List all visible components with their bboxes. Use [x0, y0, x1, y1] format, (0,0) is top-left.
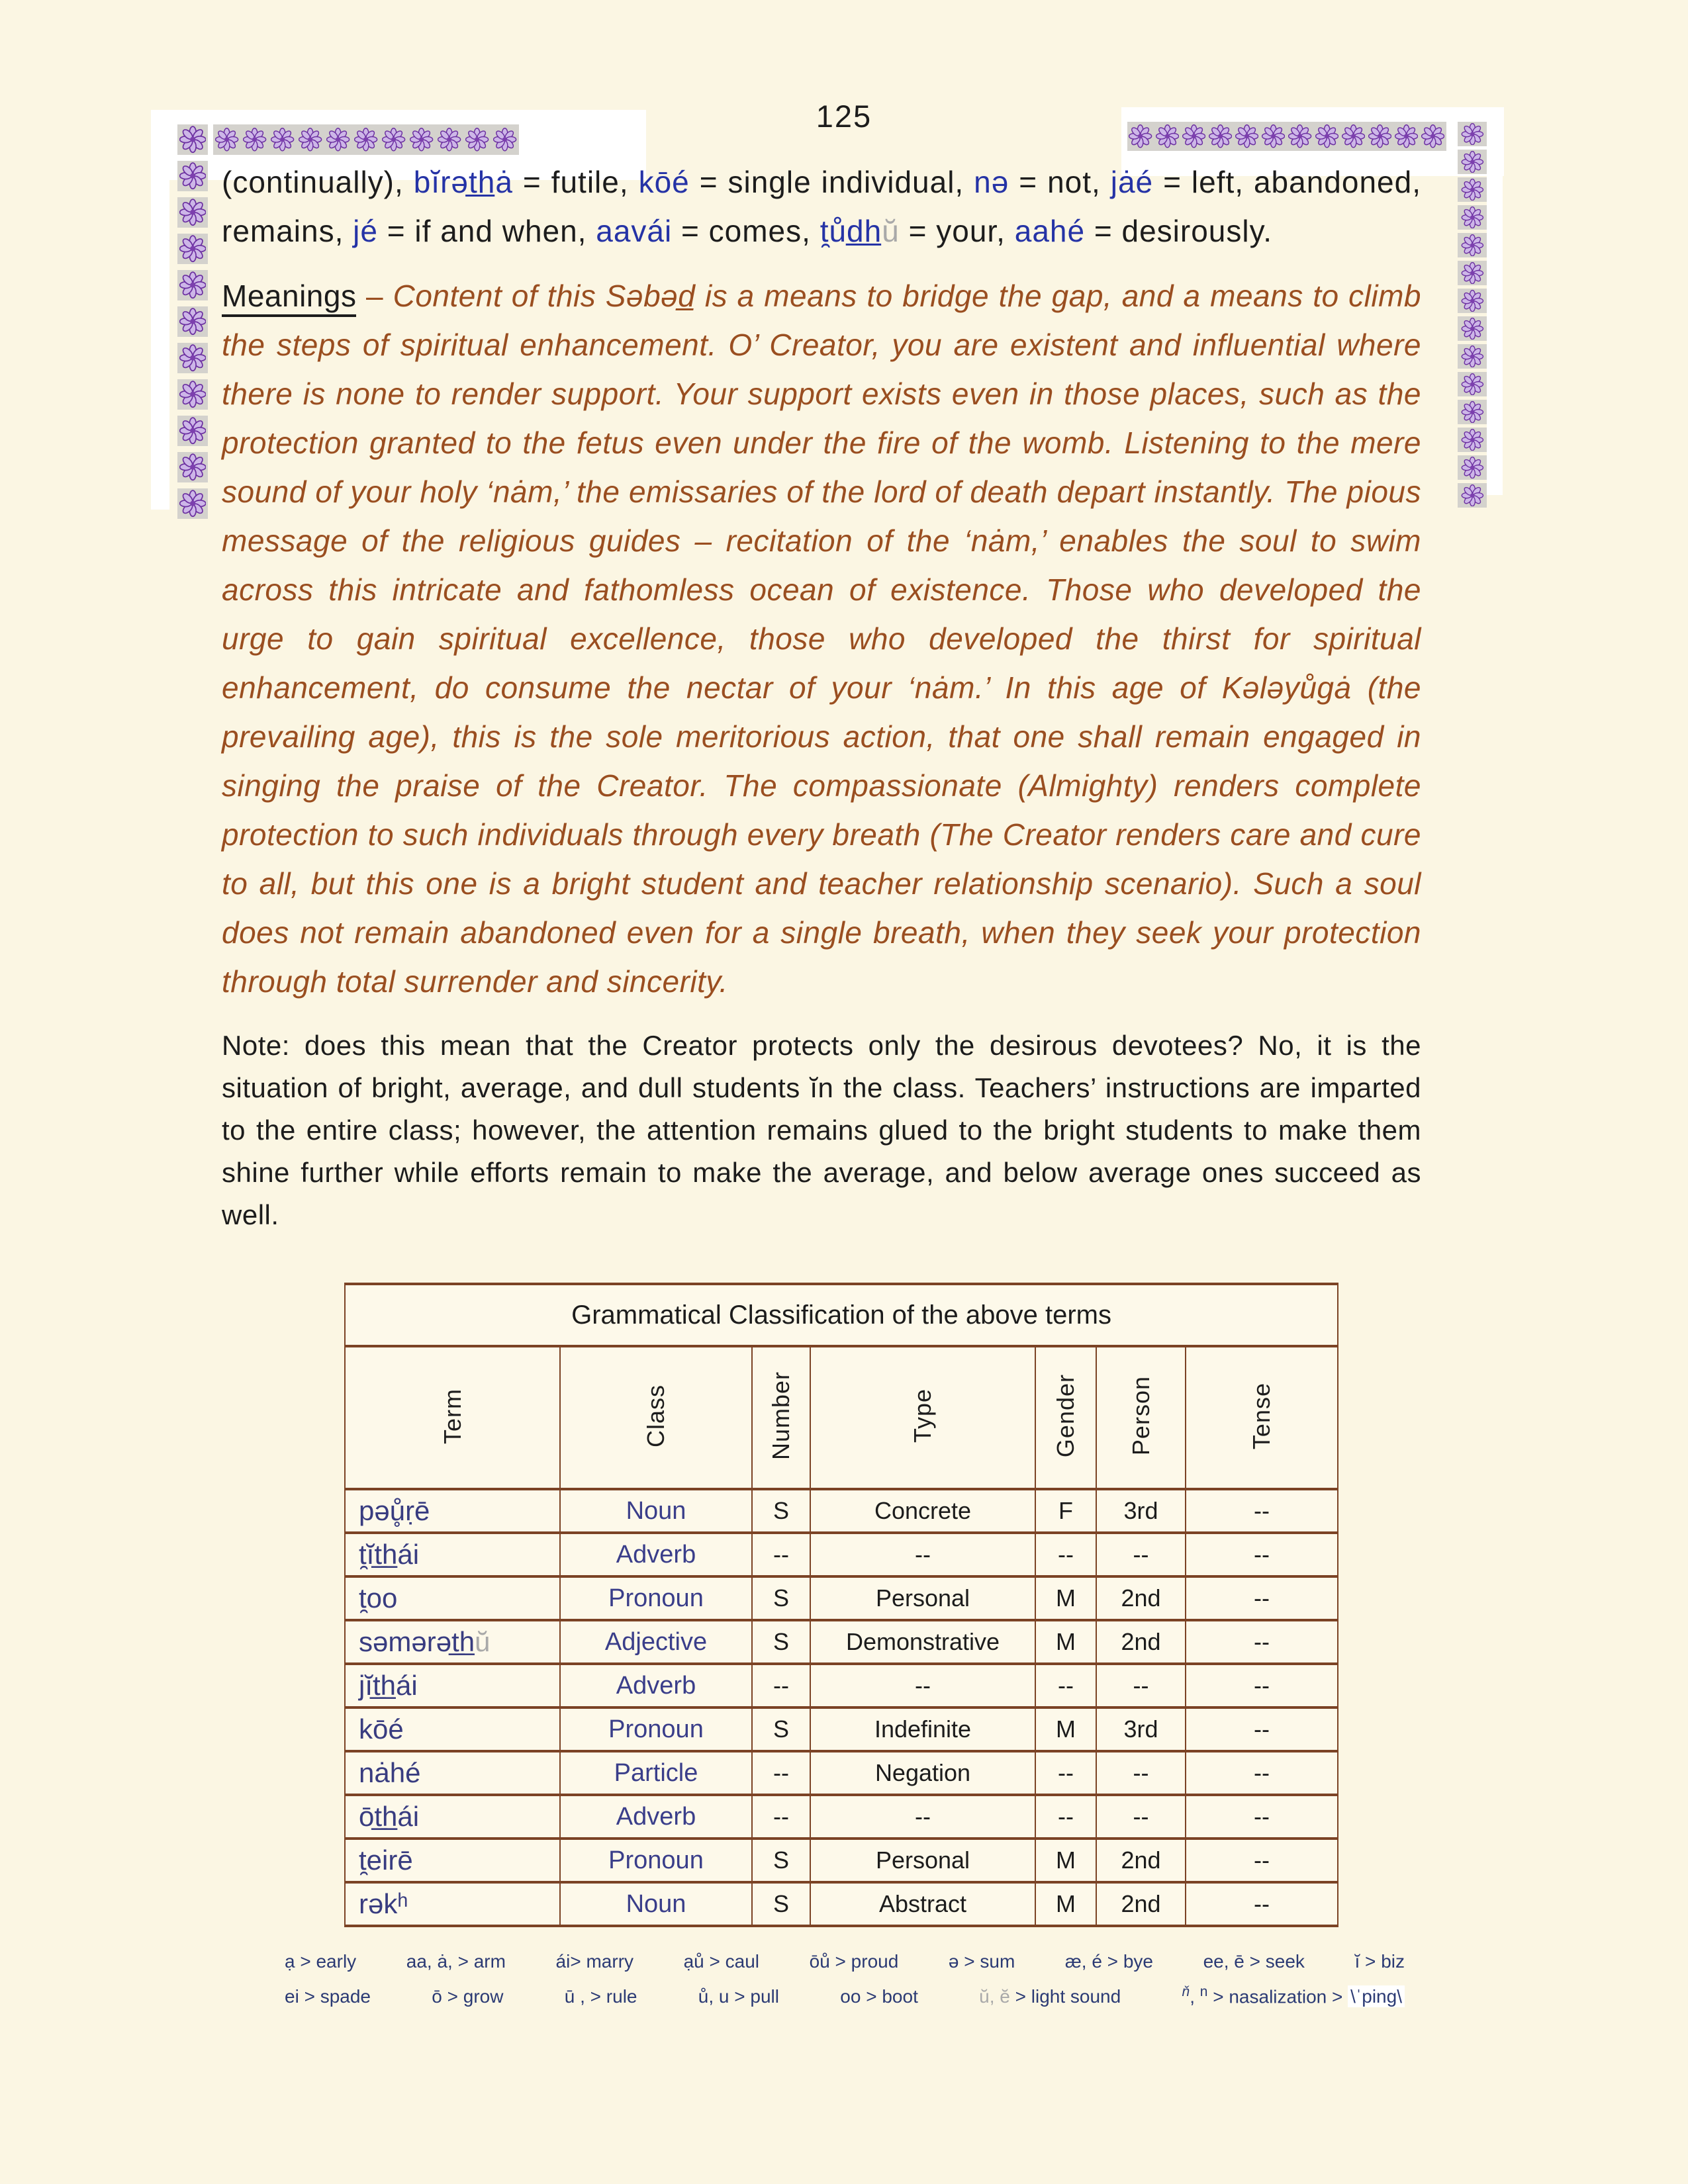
meanings-text: Content of this Səbəd̲ is a means to bridge the gap, and a means to climb the steps of spiritual enhancement. O’ Creator, you are existent and influential where there is none to render support. Your support exists even in those places, such as the protection granted to the fetus even under the fire of the womb. Listening to the mere sound of your holy ‘nȧm,’ the emissaries of the lord of death depart instantly. The pious message of the religious guides – recitation of the ‘nȧm,’ enables the soul to swim across this intricate and fathomless ocean of existence. Those who developed the urge to gain spiritual excellence, those who developed the thirst for spiritual enhancement, do consume the nectar of your ‘nȧm.’ In this age of Kələyůgȧ (the prevailing age), this is the sole meritorious action, that one shall remain engaged in singing the praise of the Creator. The compassionate (Almighty) renders complete protection to such individuals through every breath (The Creator renders care and cure to all, but this one is a bright student and teacher relationship scenario). Such a soul does not remain abandoned even for a single breath, when they seek your protection through total surrender and sincerity. — [222, 279, 1421, 999]
term-cell — [345, 1707, 560, 1751]
term-cell — [345, 1795, 560, 1839]
guide-item — [285, 1951, 356, 1972]
column-header-label: Class — [642, 1384, 669, 1448]
num-cell: -- — [752, 1533, 810, 1576]
text-run: t̯ůd̲h̲ — [820, 214, 882, 248]
text-run: nə — [974, 165, 1009, 199]
type-cell: Concrete — [810, 1489, 1035, 1533]
type-cell: -- — [810, 1795, 1035, 1839]
page-number: 125 — [816, 99, 872, 134]
person-cell: 3rd — [1096, 1489, 1186, 1533]
page-content — [222, 158, 1421, 2019]
tense-cell: -- — [1186, 1707, 1338, 1751]
tense-cell: -- — [1186, 1533, 1338, 1576]
column-header-label: Type — [909, 1388, 936, 1443]
person-cell: 2nd — [1096, 1620, 1186, 1664]
flower-icon — [1458, 289, 1487, 313]
table-row — [345, 1795, 1338, 1839]
text-run: æ, é > bye — [1064, 1951, 1153, 1972]
num-cell: S — [752, 1576, 810, 1620]
flower-icon — [177, 379, 208, 410]
ornament-backdrop-left — [151, 110, 169, 510]
gender-cell: -- — [1035, 1751, 1096, 1795]
gender-cell: M — [1035, 1882, 1096, 1926]
term-cell — [345, 1839, 560, 1882]
text-run: kōé — [359, 1713, 404, 1745]
text-run: rəkʰ — [359, 1888, 408, 1919]
table-row — [345, 1839, 1338, 1882]
person-cell: 3rd — [1096, 1707, 1186, 1751]
flower-icon — [177, 306, 208, 337]
guide-item — [1182, 1984, 1405, 2007]
text-run: aa, ȧ, > arm — [406, 1951, 506, 1972]
type-cell: Demonstrative — [810, 1620, 1035, 1664]
column-header-label: Number — [767, 1371, 794, 1461]
flower-icon — [1458, 150, 1487, 174]
gender-cell: M — [1035, 1620, 1096, 1664]
guide-item — [810, 1951, 899, 1972]
text-run: nȧhé — [359, 1757, 421, 1788]
person-cell: 2nd — [1096, 1839, 1186, 1882]
flower-icon — [1458, 261, 1487, 285]
text-run: t̯ĭt̲h̲ái — [359, 1539, 420, 1570]
flower-icon — [1458, 205, 1487, 230]
guide-item — [684, 1951, 759, 1972]
tense-cell: -- — [1186, 1839, 1338, 1882]
class-cell: Adverb — [560, 1795, 752, 1839]
class-cell: Particle — [560, 1751, 752, 1795]
person-cell: -- — [1096, 1664, 1186, 1707]
gender-cell: F — [1035, 1489, 1096, 1533]
flower-icon — [1458, 177, 1487, 202]
text-run: aavái — [596, 214, 673, 248]
flower-icon — [1458, 400, 1487, 424]
text-run: kōé — [638, 165, 690, 199]
guide-item — [840, 1986, 918, 2007]
tense-cell: -- — [1186, 1489, 1338, 1533]
guide-item — [556, 1951, 633, 1972]
column-header-label: Tense — [1248, 1382, 1276, 1450]
guide-item — [1065, 1951, 1153, 1972]
text-run: ň — [1182, 1984, 1190, 1999]
text-run: = if and when, — [377, 214, 596, 248]
tense-cell: -- — [1186, 1882, 1338, 1926]
ornament-border-left-column — [177, 124, 208, 519]
column-header-label: Person — [1127, 1376, 1154, 1456]
text-run: ĭ > biz — [1354, 1951, 1405, 1972]
text-run: ōt̲h̲ái — [359, 1801, 420, 1832]
num-cell: S — [752, 1707, 810, 1751]
term-cell — [345, 1882, 560, 1926]
text-run: jĭt̲h̲ái — [359, 1670, 418, 1701]
flower-icon — [177, 234, 208, 264]
column-header — [1186, 1346, 1338, 1489]
flower-icon — [177, 197, 208, 228]
column-header — [345, 1346, 560, 1489]
tense-cell: -- — [1186, 1576, 1338, 1620]
gender-cell: -- — [1035, 1533, 1096, 1576]
gender-cell: -- — [1035, 1664, 1096, 1707]
class-cell: Pronoun — [560, 1707, 752, 1751]
column-header — [752, 1346, 810, 1489]
flower-icon — [177, 161, 208, 191]
term-cell — [345, 1751, 560, 1795]
text-run: ạ > early — [285, 1951, 357, 1972]
tense-cell: -- — [1186, 1751, 1338, 1795]
table-row — [345, 1620, 1338, 1664]
num-cell: S — [752, 1882, 810, 1926]
text-run: pəů̥ṛē — [359, 1495, 430, 1526]
class-cell: Pronoun — [560, 1576, 752, 1620]
flower-icon — [1458, 316, 1487, 341]
grammar-table — [344, 1283, 1338, 1927]
guide-item — [949, 1951, 1015, 1972]
text-run: ū , > rule — [564, 1986, 637, 2007]
text-run: ů, u > pull — [698, 1986, 779, 2007]
person-cell: 2nd — [1096, 1882, 1186, 1926]
text-run: = futile, — [512, 165, 639, 199]
class-cell: Pronoun — [560, 1839, 752, 1882]
tense-cell: -- — [1186, 1795, 1338, 1839]
text-run: jȧé — [1110, 165, 1154, 199]
person-cell: -- — [1096, 1751, 1186, 1795]
guide-item — [1355, 1951, 1405, 1972]
class-cell: Adverb — [560, 1533, 752, 1576]
type-cell: Indefinite — [810, 1707, 1035, 1751]
table-row — [345, 1489, 1338, 1533]
flower-icon — [1458, 428, 1487, 452]
gender-cell: -- — [1035, 1795, 1096, 1839]
guide-item — [565, 1986, 637, 2007]
pronunciation-guide — [285, 1951, 1405, 2007]
text-run: t̯oo — [359, 1582, 398, 1614]
text-run: t̯eirē — [359, 1844, 413, 1876]
term-cell — [345, 1620, 560, 1664]
table-row — [345, 1576, 1338, 1620]
column-header — [810, 1346, 1035, 1489]
tense-cell: -- — [1186, 1620, 1338, 1664]
text-run: = desirously. — [1085, 214, 1272, 248]
text-run: səmərət̲h̲ — [359, 1626, 475, 1657]
column-header — [1096, 1346, 1186, 1489]
person-cell: -- — [1096, 1795, 1186, 1839]
column-header — [1035, 1346, 1096, 1489]
tense-cell: -- — [1186, 1664, 1338, 1707]
num-cell: S — [752, 1839, 810, 1882]
text-run: ái> marry — [555, 1951, 634, 1972]
flower-icon — [177, 270, 208, 300]
class-cell: Noun — [560, 1882, 752, 1926]
text-run: aahé — [1014, 214, 1086, 248]
text-run: = your, — [899, 214, 1015, 248]
text-run: jé — [353, 214, 378, 248]
text-run: ō > grow — [432, 1986, 504, 2007]
text-run: ə > sum — [948, 1951, 1015, 1972]
meanings-paragraph — [222, 271, 1421, 1006]
type-cell: -- — [810, 1533, 1035, 1576]
type-cell: Personal — [810, 1839, 1035, 1882]
text-run: ōů > proud — [809, 1951, 899, 1972]
text-run: ei > spade — [285, 1986, 371, 2007]
num-cell: -- — [752, 1751, 810, 1795]
gender-cell: M — [1035, 1707, 1096, 1751]
flower-icon — [1458, 372, 1487, 396]
ornament-border-right-column — [1458, 122, 1487, 508]
column-header-label: Term — [438, 1388, 466, 1444]
text-run: ŭ, ĕ — [979, 1986, 1015, 2007]
num-cell: -- — [752, 1795, 810, 1839]
term-cell — [345, 1533, 560, 1576]
text-run: ạů > caul — [683, 1951, 760, 1972]
guide-row — [285, 1951, 1405, 1972]
text-run: ŭ — [882, 214, 900, 248]
term-cell — [345, 1489, 560, 1533]
num-cell: -- — [752, 1664, 810, 1707]
intro-paragraph — [222, 158, 1421, 255]
term-cell — [345, 1664, 560, 1707]
table-row — [345, 1882, 1338, 1926]
person-cell: -- — [1096, 1533, 1186, 1576]
meanings-dash: – — [356, 279, 393, 313]
text-run: > nasalization > — [1207, 1986, 1348, 2007]
type-cell: Personal — [810, 1576, 1035, 1620]
term-cell — [345, 1576, 560, 1620]
flower-icon — [177, 416, 208, 446]
guide-item — [698, 1986, 779, 2007]
text-run: = comes, — [672, 214, 820, 248]
ornament-backdrop-right — [1487, 107, 1503, 495]
text-run: n — [1199, 1984, 1208, 1999]
text-run: = single individual, — [689, 165, 974, 199]
type-cell: Negation — [810, 1751, 1035, 1795]
type-cell: Abstract — [810, 1882, 1035, 1926]
guide-row — [285, 1984, 1405, 2007]
text-run: , — [1190, 1986, 1200, 2007]
flower-icon — [1458, 483, 1487, 508]
table-row — [345, 1707, 1338, 1751]
person-cell: 2nd — [1096, 1576, 1186, 1620]
table-row — [345, 1751, 1338, 1795]
text-run: ee, ē > seek — [1203, 1951, 1305, 1972]
meanings-heading: Meanings — [222, 279, 356, 317]
text-run: bĭrət̲h̲ȧ — [413, 165, 513, 199]
table-caption: Grammatical Classification of the above terms — [345, 1284, 1338, 1346]
table-row — [345, 1533, 1338, 1576]
guide-item — [406, 1951, 506, 1972]
guide-item — [1203, 1951, 1305, 1972]
flower-icon — [1458, 233, 1487, 257]
text-run: \ˈping\ — [1348, 1985, 1405, 2007]
flower-icon — [177, 452, 208, 482]
text-run: > light sound — [1015, 1986, 1121, 2007]
class-cell: Noun — [560, 1489, 752, 1533]
flower-icon — [177, 343, 208, 373]
num-cell: S — [752, 1489, 810, 1533]
text-run: oo > boot — [840, 1986, 918, 2007]
note-paragraph: Note: does this mean that the Creator protects only the desirous devotees? No, it is the situation of bright, average, and dull students ĭn the class. Teachers’ instructions are imparted to the entire class; however, the attention remains glued to the bright students to make them shine further while efforts remain to make the average, and below average ones succeed as well. — [222, 1030, 1421, 1230]
guide-item — [285, 1986, 371, 2007]
guide-item — [979, 1986, 1121, 2007]
text-run: = not, — [1009, 165, 1111, 199]
column-header-label: Gender — [1052, 1374, 1079, 1458]
class-cell: Adverb — [560, 1664, 752, 1707]
column-header — [560, 1346, 752, 1489]
text-run: = left, abandoned, remains, — [222, 165, 1422, 248]
text-run: (continually), — [222, 165, 414, 199]
num-cell: S — [752, 1620, 810, 1664]
flower-icon — [1458, 344, 1487, 369]
flower-icon — [177, 488, 208, 519]
gender-cell: M — [1035, 1839, 1096, 1882]
flower-icon — [1458, 455, 1487, 480]
text-run: ŭ — [475, 1626, 491, 1657]
type-cell: -- — [810, 1664, 1035, 1707]
class-cell: Adjective — [560, 1620, 752, 1664]
guide-item — [432, 1986, 503, 2007]
gender-cell: M — [1035, 1576, 1096, 1620]
table-row — [345, 1664, 1338, 1707]
